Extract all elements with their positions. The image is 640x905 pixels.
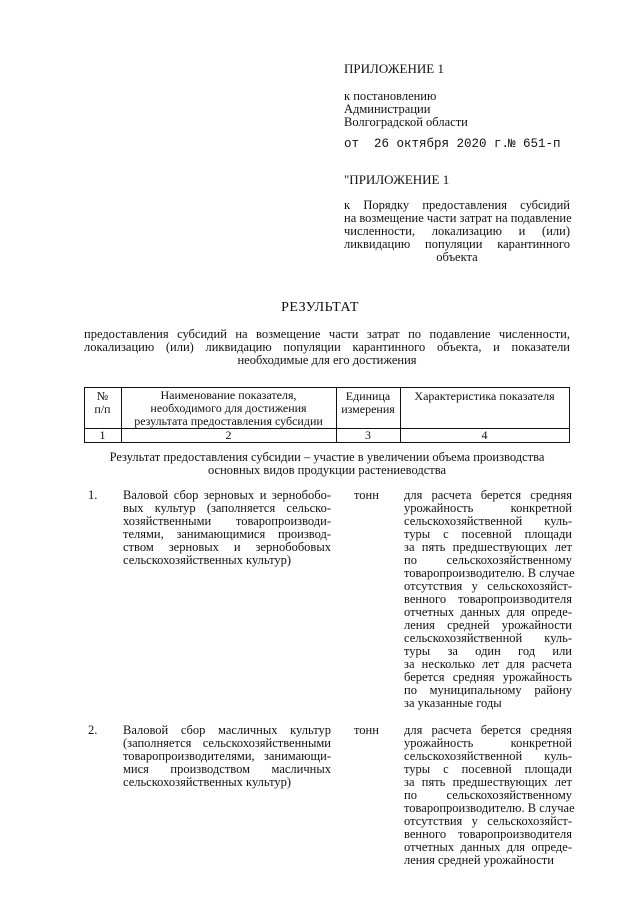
appendix-title: ПРИЛОЖЕНИЕ 1	[344, 61, 444, 76]
row-name-line: вых культур (заполняется сельско-	[123, 501, 331, 515]
header-number: № п/п	[94, 389, 111, 416]
row-name-line: Валовой сбор зерновых и зернобобо-	[123, 488, 331, 502]
row-name-line: телями, занимающимися производ-	[123, 527, 331, 541]
header-index-3: 3	[365, 428, 371, 442]
description-line: венного товаропроизводителя	[404, 827, 572, 841]
subtitle-line: необходимые для его достижения	[237, 353, 417, 367]
description-line: туры за один год или	[404, 644, 572, 658]
description-line: за указанные годы	[404, 696, 502, 710]
description-line: сельскохозяйственной куль-	[404, 631, 572, 645]
description-line: по сельскохозяйственному	[404, 788, 572, 802]
description-line: венного товаропроизводителя	[404, 592, 572, 606]
description-line: урожайность конкретной	[404, 736, 572, 750]
order-line: численности, локализацию и (или)	[344, 224, 570, 238]
appendix-title-2: "ПРИЛОЖЕНИЕ 1	[344, 172, 450, 187]
row-unit: тонн	[354, 723, 379, 737]
row-name-line: сельскохозяйственных культур)	[123, 553, 292, 567]
document-title: РЕЗУЛЬТАТ	[281, 300, 359, 315]
description-line: туры с посевной площади	[404, 527, 572, 541]
description-line: ления средней урожайности	[404, 853, 554, 867]
row-name-line: (заполняется сельскохозяйственными	[123, 736, 331, 750]
description-line: отчетных данных для опреде-	[404, 605, 572, 619]
header-indicator-name: Наименование показателя, необходимого для достижения результата предоставления субсидии	[134, 388, 323, 428]
row-name-line: мися производством масличных	[123, 762, 331, 776]
description-line: для расчета берется средняя	[404, 488, 572, 502]
decree-line: Волгоградской области	[344, 115, 468, 129]
description-line: по муниципальному району	[404, 683, 572, 697]
decree-line: Администрации	[344, 102, 431, 116]
row-name-line: Валовой сбор масличных культур	[123, 723, 331, 737]
description-line: сельскохозяйственной куль-	[404, 514, 572, 528]
decree-line: к постановлению	[344, 89, 437, 103]
description-line: туры с посевной площади	[404, 762, 572, 776]
row-name-line: ством зерновых и зернобобовых	[123, 540, 331, 554]
row-name-line: сельскохозяйственных культур)	[123, 775, 292, 789]
description-line: товаропроизводителю. В случае	[404, 566, 575, 580]
section-title-line: основных видов продукции растениеводства	[208, 463, 446, 477]
order-line: на возмещение части затрат на подавление	[344, 211, 572, 225]
order-line: ликвидацию популяции карантинного	[344, 237, 570, 251]
order-line: объекта	[436, 250, 478, 264]
description-line: сельскохозяйственной куль-	[404, 749, 572, 763]
row-unit: тонн	[354, 488, 379, 502]
description-line: отсутствия у сельскохозяйст-	[404, 579, 572, 593]
header-index-2: 2	[225, 428, 232, 442]
header-unit: Единица измерения	[341, 389, 395, 416]
section-title-line: Результат предоставления субсидии – участие в увеличении объема производства	[109, 450, 545, 464]
description-line: по сельскохозяйственному	[404, 553, 572, 567]
row-name-line: товаропроизводителями, занимающи-	[123, 749, 331, 763]
row-name-line: хозяйственными товаропроизводи-	[123, 514, 331, 528]
subtitle-line: предоставления субсидий на возмещение части затрат по подавление численности,	[84, 327, 570, 341]
description-line: отсутствия у сельскохозяйст-	[404, 814, 572, 828]
description-line: урожайность конкретной	[404, 501, 572, 515]
row-number: 1.	[88, 488, 98, 502]
description-line: отчетных данных для опреде-	[404, 840, 572, 854]
indicator-table-header	[84, 387, 570, 443]
decree-number: № 651-п	[508, 137, 561, 151]
description-line: для расчета берется средняя	[404, 723, 572, 737]
row-number: 2.	[88, 723, 98, 737]
description-line: товаропроизводителю. В случае	[404, 801, 575, 815]
header-index-4: 4	[481, 428, 488, 442]
description-line: за несколько лет для расчета	[404, 657, 572, 671]
description-line: ления средней урожайности	[404, 618, 572, 632]
decree-date: от 26 октября 2020 г.	[344, 137, 510, 151]
description-line: за пять предшествующих лет	[404, 775, 572, 789]
header-characteristic: Характеристика показателя	[414, 389, 555, 403]
description-line: берется средняя урожайность	[404, 670, 572, 684]
order-line: к Порядку предоставления субсидий	[344, 198, 570, 212]
header-index-1: 1	[99, 428, 106, 442]
description-line: за пять предшествующих лет	[404, 540, 572, 554]
subtitle-line: локализацию (или) ликвидацию популяции карантинного объекта, и показатели	[84, 340, 570, 354]
